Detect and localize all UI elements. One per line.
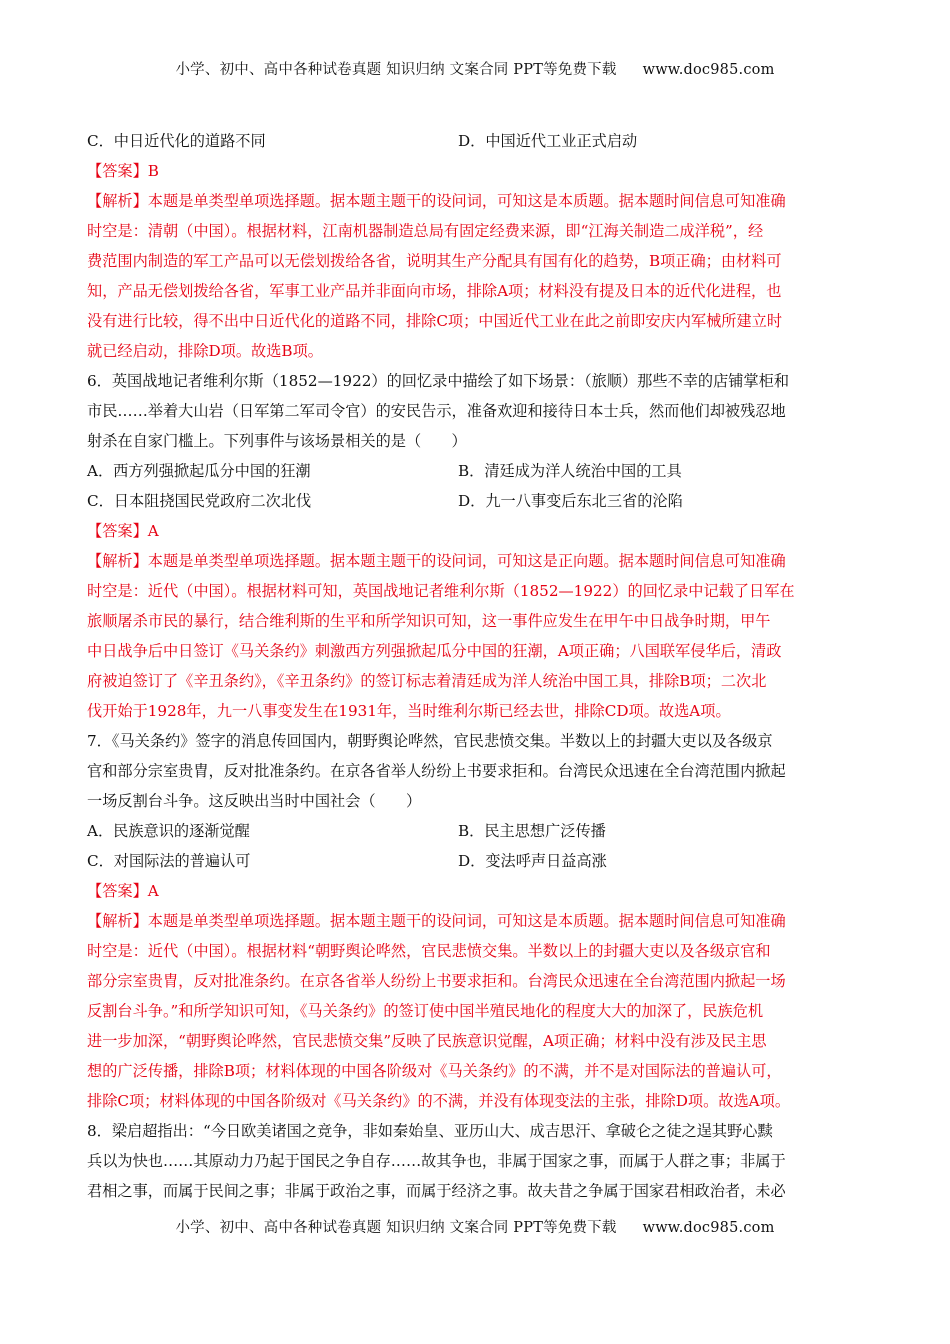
q8-stem-line: 兵以为快也……其原动力乃起于国民之争自存……故其争也，非属于国家之事，而属于人群之事；非属于 — [87, 1152, 786, 1170]
q6-analysis-line: 伐开始于1928年，九一八事变发生在1931年，当时维利尔斯已经去世，排除CD项。故选A项。 — [87, 702, 731, 720]
q7-option-d: D．变法呼声日益高涨 — [458, 852, 607, 870]
header-text: 小学、初中、高中各种试卷真题 知识归纳 文案合同 PPT等免费下载 — [175, 62, 617, 78]
q7-analysis-line: 进一步加深，“朝野舆论哗然，官民悲愤交集”反映了民族意识觉醒，A项正确；材料中没有涉及民主思 — [87, 1032, 767, 1050]
q6-analysis-line: 旅顺屠杀市民的暴行，结合维利斯的生平和所学知识可知，这一事件应发生在甲午中日战争时期，甲午 — [87, 612, 771, 630]
header-site-link[interactable]: www.doc985.com — [642, 62, 775, 78]
q8-stem-line: 8．梁启超指出：“今日欧美诸国之竞争，非如秦始皇、亚历山大、成吉思汗、拿破仑之徒之逞其野心黩 — [87, 1122, 773, 1140]
q5-analysis-line: 费范围内制造的军工产品可以无偿划拨给各省，说明其生产分配具有国有化的趋势，B项正确；由材料可 — [87, 252, 782, 270]
q6-options-row-cd — [87, 486, 872, 516]
q7-analysis-line: 部分宗室贵胄，反对批准条约。在京各省举人纷纷上书要求拒和。台湾民众迅速在全台湾范围内掀起一场 — [87, 972, 786, 990]
q6-options-row-ab — [87, 456, 872, 486]
q6-stem-line: 6．英国战地记者维利尔斯（1852—1922）的回忆录中描绘了如下场景：（旅顺）那些不幸的店铺掌柜和 — [87, 372, 790, 390]
q5-analysis-line: 时空是：清朝（中国）。根据材料，江南机器制造总局有固定经费来源，即“江海关制造二成洋税”，经 — [87, 222, 764, 240]
q6-answer: 【答案】A — [87, 522, 159, 540]
q7-analysis-line: 反割台斗争。”和所学知识可知，《马关条约》的签订使中国半殖民地化的程度大大的加深了，民族危机 — [87, 1002, 764, 1020]
q5-option-d: D．中国近代工业正式启动 — [458, 132, 638, 150]
q6-analysis-line: 【解析】本题是单类型单项选择题。据本题主题干的设问词，可知这是正向题。据本题时间信息可知准确 — [87, 552, 786, 570]
q7-options-row-ab — [87, 816, 872, 846]
q6-stem-line: 射杀在自家门槛上。下列事件与该场景相关的是（ ） — [87, 432, 467, 450]
q7-option-a: A．民族意识的逐渐觉醒 — [87, 822, 250, 840]
footer-text: 小学、初中、高中各种试卷真题 知识归纳 文案合同 PPT等免费下载 — [175, 1220, 617, 1236]
q7-analysis-line: 排除C项；材料体现的中国各阶级对《马关条约》的不满，并没有体现变法的主张，排除D项。故选A项。 — [87, 1092, 791, 1110]
q7-answer: 【答案】A — [87, 882, 159, 900]
q6-analysis-line: 中日战争后中日签订《马关条约》刺激西方列强掀起瓜分中国的狂潮，A项正确；八国联军侵华后，清政 — [87, 642, 782, 660]
q6-analysis-line: 府被迫签订了《辛丑条约》，《辛丑条约》的签订标志着清廷成为洋人统治中国工具，排除B项；二次北 — [87, 672, 767, 690]
q7-option-b: B．民主思想广泛传播 — [458, 822, 606, 840]
q7-analysis-line: 【解析】本题是单类型单项选择题。据本题主题干的设问词，可知这是本质题。据本题时间信息可知准确 — [87, 912, 786, 930]
q5-analysis-line: 就已经启动，排除D项。故选B项。 — [87, 342, 323, 360]
page-header — [0, 58, 950, 79]
q5-analysis-line: 知，产品无偿划拨给各省，军事工业产品并非面向市场，排除A项；材料没有提及日本的近代化进程，也 — [87, 282, 782, 300]
q7-option-c: C．对国际法的普遍认可 — [87, 852, 251, 870]
footer-site-link[interactable]: www.doc985.com — [642, 1220, 775, 1236]
q6-option-b: B．清廷成为洋人统治中国的工具 — [458, 462, 682, 480]
q6-stem-line: 市民……举着大山岩（日军第二军司令官）的安民告示，准备欢迎和接待日本士兵，然而他们却被残忍地 — [87, 402, 786, 420]
q6-analysis-line: 时空是：近代（中国）。根据材料可知，英国战地记者维利尔斯（1852—1922）的回忆录中记载了日军在 — [87, 582, 795, 600]
q6-option-d: D．九一八事变后东北三省的沦陷 — [458, 492, 683, 510]
q7-analysis-line: 时空是：近代（中国）。根据材料“朝野舆论哗然，官民悲愤交集。半数以上的封疆大吏以及各级京官和 — [87, 942, 771, 960]
q6-option-a: A．西方列强掀起瓜分中国的狂潮 — [87, 462, 311, 480]
document-body — [87, 126, 872, 1206]
q5-analysis-line: 【解析】本题是单类型单项选择题。据本题主题干的设问词，可知这是本质题。据本题时间信息可知准确 — [87, 192, 786, 210]
q5-analysis-line: 没有进行比较，得不出中日近代化的道路不同，排除C项；中国近代工业在此之前即安庆内军械所建立时 — [87, 312, 783, 330]
q7-stem-line: 一场反割台斗争。这反映出当时中国社会（ ） — [87, 792, 422, 810]
page-footer — [0, 1216, 950, 1237]
q7-analysis-line: 想的广泛传播，排除B项；材料体现的中国各阶级对《马关条约》的不满，并不是对国际法的普遍认可， — [87, 1062, 782, 1080]
q5-answer: 【答案】B — [87, 162, 159, 180]
q8-stem-line: 君相之事，而属于民间之事；非属于政治之事，而属于经济之事。故夫昔之争属于国家君相政治者，未必 — [87, 1182, 786, 1200]
q5-options-row-cd — [87, 126, 872, 156]
q7-stem-line: 7．《马关条约》签字的消息传回国内，朝野舆论哗然，官民悲愤交集。半数以上的封疆大吏以及各级京 — [87, 732, 773, 750]
q6-option-c: C．日本阻挠国民党政府二次北伐 — [87, 492, 312, 510]
q7-stem-line: 官和部分宗室贵胄，反对批准条约。在京各省举人纷纷上书要求拒和。台湾民众迅速在全台湾范围内掀起 — [87, 762, 786, 780]
q5-option-c: C．中日近代化的道路不同 — [87, 132, 266, 150]
q7-options-row-cd — [87, 846, 872, 876]
